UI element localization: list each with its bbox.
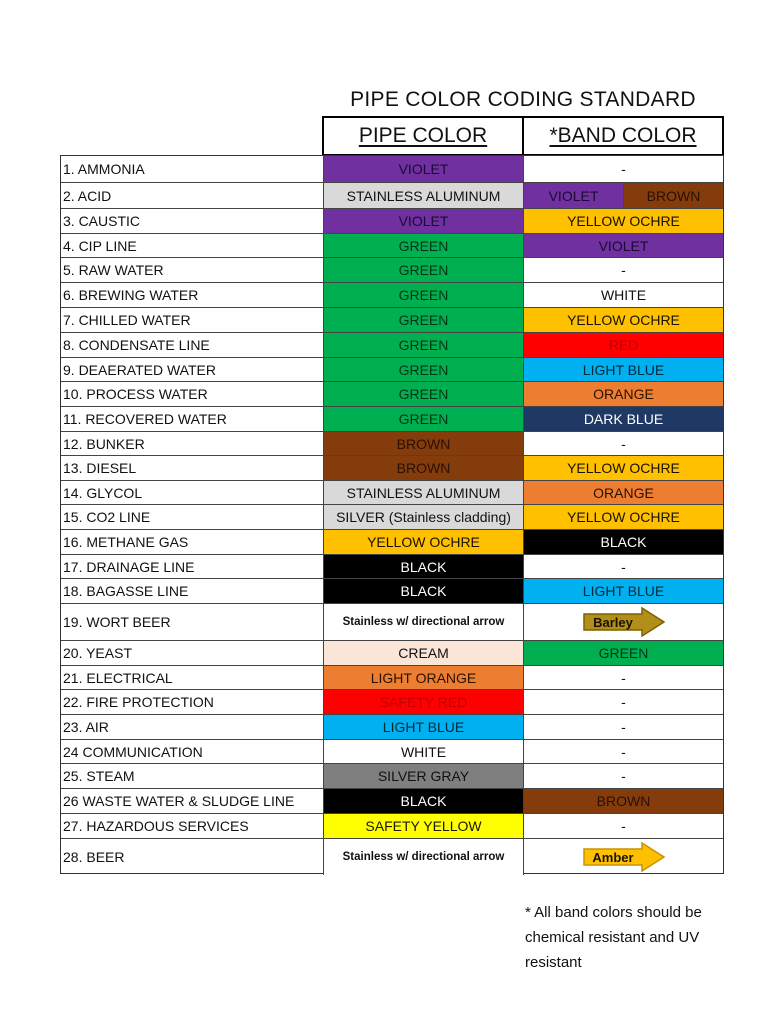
band-color-cell: ORANGE: [524, 481, 723, 504]
table-row: [61, 156, 723, 182]
pipe-service-name: 27. HAZARDOUS SERVICES: [61, 814, 324, 838]
band-color-header: *BAND COLOR: [522, 118, 722, 154]
table-row: [61, 838, 723, 875]
pipe-color-table: [60, 155, 724, 874]
table-row: [61, 455, 723, 480]
direction-arrow-icon: [524, 839, 723, 875]
pipe-color-cell: SAFETY YELLOW: [324, 814, 524, 838]
table-row: [61, 257, 723, 282]
pipe-color-cell: SAFETY RED: [324, 690, 524, 714]
pipe-service-name: 3. CAUSTIC: [61, 209, 324, 233]
band-color-cell: GREEN: [524, 641, 723, 665]
band-color-cell: DARK BLUE: [524, 407, 723, 431]
pipe-color-cell: WHITE: [324, 740, 524, 763]
band-color-swatch: BROWN: [623, 183, 723, 208]
table-row: [61, 640, 723, 665]
band-color-cell: -: [524, 156, 723, 182]
table-row: [61, 208, 723, 233]
pipe-color-cell: Stainless w/ directional arrow: [324, 839, 524, 875]
pipe-service-name: 1. AMMONIA: [61, 156, 324, 182]
pipe-service-name: 13. DIESEL: [61, 456, 324, 480]
pipe-color-cell: STAINLESS ALUMINUM: [324, 183, 524, 208]
pipe-service-name: 25. STEAM: [61, 764, 324, 788]
pipe-color-cell: Stainless w/ directional arrow: [324, 604, 524, 640]
band-color-cell: [524, 839, 723, 875]
pipe-service-name: 14. GLYCOL: [61, 481, 324, 504]
table-row: [61, 381, 723, 406]
table-row: [61, 665, 723, 689]
pipe-color-cell: GREEN: [324, 333, 524, 357]
table-row: [61, 578, 723, 603]
table-row: [61, 788, 723, 813]
band-color-cell: -: [524, 764, 723, 788]
table-row: [61, 714, 723, 739]
pipe-service-name: 22. FIRE PROTECTION: [61, 690, 324, 714]
pipe-color-cell: BROWN: [324, 456, 524, 480]
pipe-color-cell: GREEN: [324, 283, 524, 307]
table-row: [61, 182, 723, 208]
arrow-label: Barley: [592, 615, 633, 630]
pipe-service-name: 20. YEAST: [61, 641, 324, 665]
table-row: [61, 603, 723, 640]
pipe-service-name: 23. AIR: [61, 715, 324, 739]
pipe-color-cell: STAINLESS ALUMINUM: [324, 481, 524, 504]
table-row: [61, 307, 723, 332]
table-row: [61, 554, 723, 578]
pipe-color-cell: BLACK: [324, 789, 524, 813]
table-row: [61, 480, 723, 504]
table-row: [61, 813, 723, 838]
arrow-label: Amber: [591, 850, 634, 865]
pipe-service-name: 5. RAW WATER: [61, 258, 324, 282]
band-color-cell: -: [524, 715, 723, 739]
pipe-color-cell: SILVER (Stainless cladding): [324, 505, 524, 529]
table-row: [61, 763, 723, 788]
pipe-color-cell: GREEN: [324, 358, 524, 381]
band-color-cell: ORANGE: [524, 382, 723, 406]
table-row: [61, 332, 723, 357]
band-color-cell: VIOLET: [524, 234, 723, 257]
pipe-color-cell: LIGHT BLUE: [324, 715, 524, 739]
table-row: [61, 357, 723, 381]
pipe-service-name: 16. METHANE GAS: [61, 530, 324, 554]
pipe-service-name: 9. DEAERATED WATER: [61, 358, 324, 381]
pipe-service-name: 15. CO2 LINE: [61, 505, 324, 529]
band-color-cell: -: [524, 666, 723, 689]
band-color-cell: LIGHT BLUE: [524, 579, 723, 603]
pipe-color-cell: GREEN: [324, 407, 524, 431]
pipe-color-cell: GREEN: [324, 382, 524, 406]
pipe-color-cell: YELLOW OCHRE: [324, 530, 524, 554]
band-color-cell: -: [524, 740, 723, 763]
pipe-service-name: 11. RECOVERED WATER: [61, 407, 324, 431]
table-row: [61, 739, 723, 763]
pipe-service-name: 2. ACID: [61, 183, 324, 208]
pipe-color-cell: BROWN: [324, 432, 524, 455]
pipe-color-cell: SILVER GRAY: [324, 764, 524, 788]
pipe-service-name: 18. BAGASSE LINE: [61, 579, 324, 603]
pipe-service-name: 4. CIP LINE: [61, 234, 324, 257]
pipe-color-cell: CREAM: [324, 641, 524, 665]
pipe-service-name: 21. ELECTRICAL: [61, 666, 324, 689]
band-color-cell: YELLOW OCHRE: [524, 505, 723, 529]
table-row: [61, 689, 723, 714]
band-color-cell: BLACK: [524, 530, 723, 554]
pipe-service-name: 7. CHILLED WATER: [61, 308, 324, 332]
band-color-cell: [524, 604, 723, 640]
pipe-service-name: 10. PROCESS WATER: [61, 382, 324, 406]
direction-arrow-icon: [524, 604, 723, 640]
pipe-service-name: 28. BEER: [61, 839, 324, 875]
pipe-service-name: 6. BREWING WATER: [61, 283, 324, 307]
table-row: [61, 233, 723, 257]
table-row: [61, 406, 723, 431]
pipe-color-cell: VIOLET: [324, 209, 524, 233]
band-color-cell: -: [524, 555, 723, 578]
document-title: PIPE COLOR CODING STANDARD: [350, 88, 696, 111]
pipe-service-name: 8. CONDENSATE LINE: [61, 333, 324, 357]
pipe-service-name: 17. DRAINAGE LINE: [61, 555, 324, 578]
band-color-cell: YELLOW OCHRE: [524, 209, 723, 233]
pipe-service-name: 19. WORT BEER: [61, 604, 324, 640]
band-color-cell: RED: [524, 333, 723, 357]
band-color-cell: -: [524, 258, 723, 282]
pipe-color-cell: GREEN: [324, 308, 524, 332]
pipe-color-cell: LIGHT ORANGE: [324, 666, 524, 689]
band-color-cell: [524, 183, 723, 208]
band-color-cell: -: [524, 690, 723, 714]
footnote: * All band colors should be chemical resistant and UV resistant: [525, 904, 702, 971]
table-row: [61, 504, 723, 529]
table-row: [61, 431, 723, 455]
band-color-swatch: VIOLET: [524, 183, 623, 208]
pipe-color-cell: BLACK: [324, 555, 524, 578]
pipe-color-cell: VIOLET: [324, 156, 524, 182]
band-color-cell: LIGHT BLUE: [524, 358, 723, 381]
band-color-cell: -: [524, 814, 723, 838]
band-color-cell: -: [524, 432, 723, 455]
band-color-cell: BROWN: [524, 789, 723, 813]
table-row: [61, 529, 723, 554]
pipe-service-name: 26 WASTE WATER & SLUDGE LINE: [61, 789, 324, 813]
band-color-cell: WHITE: [524, 283, 723, 307]
pipe-color-header: PIPE COLOR: [358, 124, 488, 147]
table-row: [61, 282, 723, 307]
pipe-color-cell: GREEN: [324, 258, 524, 282]
band-color-cell: YELLOW OCHRE: [524, 308, 723, 332]
band-color-cell: YELLOW OCHRE: [524, 456, 723, 480]
pipe-color-cell: GREEN: [324, 234, 524, 257]
pipe-service-name: 12. BUNKER: [61, 432, 324, 455]
column-header-row: [322, 116, 724, 156]
pipe-color-cell: BLACK: [324, 579, 524, 603]
pipe-service-name: 24 COMMUNICATION: [61, 740, 324, 763]
